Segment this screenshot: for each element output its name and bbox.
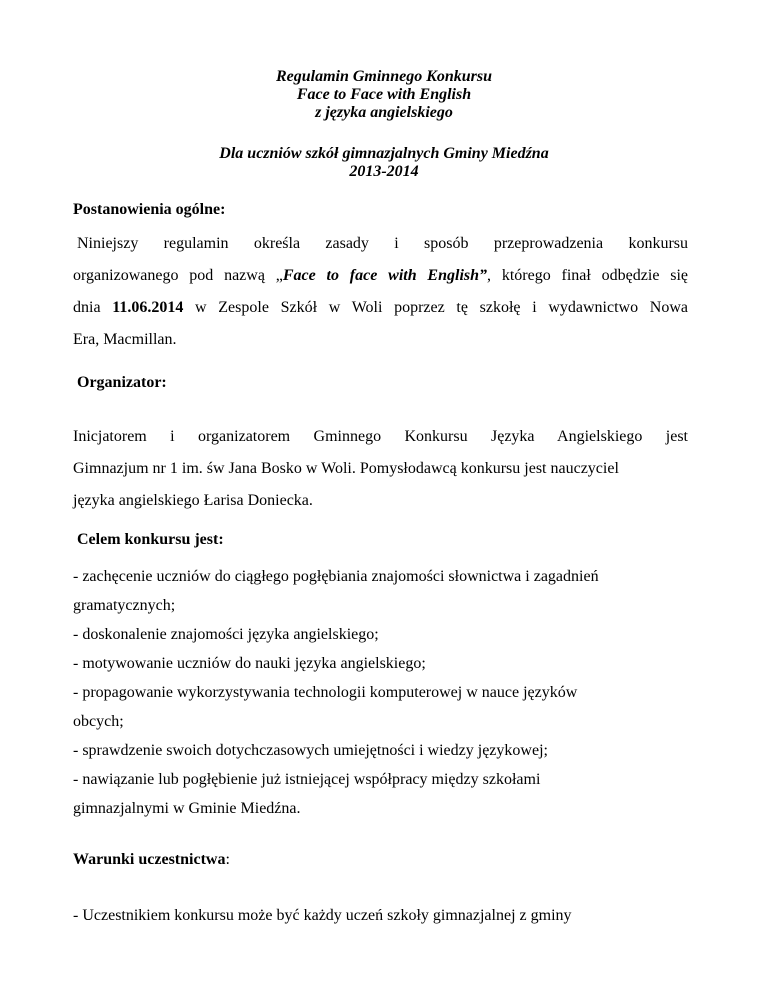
goal-list-item: - doskonalenie znajomości języka angielskiego; bbox=[73, 626, 379, 643]
general-text-fragment: organizowanego pod nazwą „ bbox=[73, 267, 283, 284]
general-text-fragment: , którego finał odbędzie się bbox=[487, 267, 689, 284]
section-heading-general: Postanowienia ogólne: bbox=[73, 201, 226, 218]
organizer-paragraph-line-3: języka angielskiego Łarisa Doniecka. bbox=[73, 492, 313, 509]
document-title-line-1: Regulamin Gminnego Konkursu bbox=[275, 68, 493, 85]
document-subtitle-line-1: Dla uczniów szkół gimnazjalnych Gminy Miedźna bbox=[219, 145, 549, 162]
conditions-heading-text: Warunki uczestnictwa bbox=[73, 851, 226, 868]
section-heading-organizer: Organizator: bbox=[77, 374, 167, 391]
organizer-paragraph-line-2: Gimnazjum nr 1 im. św Jana Bosko w Woli. Pomysłodawcą konkursu jest nauczyciel bbox=[73, 460, 619, 477]
section-heading-goals: Celem konkursu jest: bbox=[77, 531, 224, 548]
general-paragraph-line-3 bbox=[73, 298, 688, 318]
general-text-fragment: w Zespole Szkół w Woli poprzez tę szkołę i wydawnictwo Nowa bbox=[183, 299, 689, 316]
contest-name: Face to face with English” bbox=[282, 267, 488, 284]
goal-list-item: - sprawdzenie swoich dotychczasowych umiejętności i wiedzy językowej; bbox=[73, 742, 548, 759]
goal-list-item: gramatycznych; bbox=[73, 597, 176, 614]
general-paragraph-line-1: Niniejszy regulamin określa zasady i sposób przeprowadzenia konkursu bbox=[77, 235, 688, 252]
section-heading-conditions bbox=[73, 850, 230, 870]
conditions-heading-colon: : bbox=[225, 851, 230, 868]
goal-list-item: - nawiązanie lub pogłębienie już istniejącej współpracy między szkołami bbox=[73, 771, 541, 788]
document-subtitle-line-2: 2013-2014 bbox=[349, 163, 419, 180]
goal-list-item: - zachęcenie uczniów do ciągłego pogłębiania znajomości słownictwa i zagadnień bbox=[73, 568, 599, 585]
goal-list-item: gimnazjalnymi w Gminie Miedźna. bbox=[73, 800, 301, 817]
goal-list-item: - propagowanie wykorzystywania technologii komputerowej w nauce języków bbox=[73, 684, 578, 701]
document-title-line-2: Face to Face with English bbox=[296, 86, 472, 103]
final-date: 11.06.2014 bbox=[112, 299, 184, 316]
general-paragraph-line-2 bbox=[73, 266, 688, 286]
organizer-paragraph-line-1: Inicjatorem i organizatorem Gminnego Konkursu Języka Angielskiego jest bbox=[73, 428, 688, 445]
conditions-paragraph-line-1: - Uczestnikiem konkursu może być każdy uczeń szkoły gimnazjalnej z gminy bbox=[73, 907, 572, 924]
general-text-fragment: dnia bbox=[73, 299, 113, 316]
general-paragraph-line-4: Era, Macmillan. bbox=[73, 331, 177, 348]
document-title-line-3: z języka angielskiego bbox=[315, 104, 453, 121]
goal-list-item: - motywowanie uczniów do nauki języka angielskiego; bbox=[73, 655, 426, 672]
goal-list-item: obcych; bbox=[73, 713, 124, 730]
